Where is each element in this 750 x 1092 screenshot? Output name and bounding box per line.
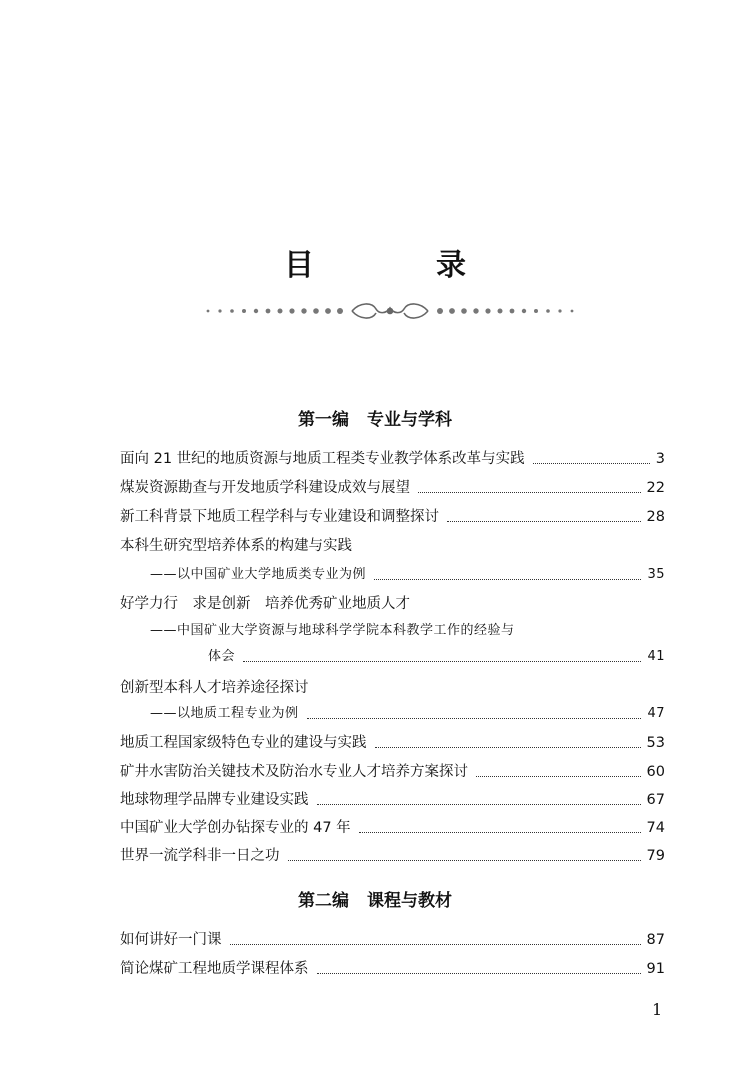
toc-entry-page: 74 <box>646 820 665 836</box>
dot-leader <box>418 492 641 493</box>
toc-entry[interactable] <box>120 957 665 981</box>
page-number: 1 <box>652 1000 663 1019</box>
toc-entry-title: 地球物理学品牌专业建设实践 <box>120 792 309 808</box>
toc-entry-page: 67 <box>646 792 665 808</box>
toc-entry-title: ——中国矿业大学资源与地球科学学院本科教学工作的经验与 <box>150 623 515 638</box>
toc-entry-title: 创新型本科人才培养途径探讨 <box>120 680 309 696</box>
toc-entry[interactable] <box>120 788 665 812</box>
toc-entry-subtitle[interactable] <box>150 563 665 587</box>
toc-entry[interactable] <box>120 592 665 616</box>
toc-entry-title: ——以中国矿业大学地质类专业为例 <box>150 567 367 582</box>
toc-entry[interactable] <box>120 731 665 755</box>
dot-leader <box>476 776 641 777</box>
section-heading-1 <box>0 405 750 430</box>
toc-entry-title: 中国矿业大学创办钻探专业的 47 年 <box>120 820 351 836</box>
toc-entry-title: 面向 21 世纪的地质资源与地质工程类专业教学体系改革与实践 <box>120 451 525 467</box>
section-label: 第一编 <box>298 410 349 430</box>
toc-entry-title: 世界一流学科非一日之功 <box>120 848 280 864</box>
dot-leader <box>359 832 641 833</box>
toc-entry-page: 35 <box>647 567 665 582</box>
toc-entry[interactable] <box>120 760 665 784</box>
toc-entry-title: ——以地质工程专业为例 <box>150 706 299 721</box>
toc-entry-page: 41 <box>647 649 665 664</box>
toc-entry-title: 新工科背景下地质工程学科与专业建设和调整探讨 <box>120 509 439 525</box>
toc-entry-title: 地质工程国家级特色专业的建设与实践 <box>120 735 367 751</box>
section-heading-2 <box>0 886 750 911</box>
dot-leader <box>243 661 641 662</box>
toc-entry[interactable] <box>120 928 665 952</box>
toc-entry-subtitle[interactable] <box>150 619 665 643</box>
toc-entry-title: 好学力行 求是创新 培养优秀矿业地质人才 <box>120 596 410 612</box>
toc-entry-page: 91 <box>646 961 665 977</box>
toc-entry-page: 60 <box>646 764 665 780</box>
dot-leader <box>317 804 641 805</box>
toc-entry-title: 简论煤矿工程地质学课程体系 <box>120 961 309 977</box>
toc-entry[interactable] <box>120 534 665 558</box>
divider-ornament <box>200 300 580 322</box>
toc-entry-page: 47 <box>647 706 665 721</box>
dot-leader <box>374 579 641 580</box>
toc-entry-title: 煤炭资源勘查与开发地质学科建设成效与展望 <box>120 480 410 496</box>
toc-entry[interactable] <box>120 816 665 840</box>
toc-entry-subtitle[interactable] <box>150 702 665 726</box>
page-title: 目 录 <box>284 248 512 283</box>
toc-entry-page: 3 <box>655 451 665 467</box>
dot-leader <box>375 747 641 748</box>
section-name: 课程与教材 <box>367 891 452 911</box>
toc-entry-title: 如何讲好一门课 <box>120 932 222 948</box>
dot-leader <box>317 973 641 974</box>
toc-entry[interactable] <box>120 505 665 529</box>
toc-entry-page: 87 <box>646 932 665 948</box>
dot-leader <box>447 521 641 522</box>
toc-entry-subtitle[interactable] <box>208 645 665 669</box>
section-name: 专业与学科 <box>367 410 452 430</box>
toc-entry[interactable] <box>120 676 665 700</box>
toc-entry-page: 22 <box>646 480 665 496</box>
toc-entry-title: 体会 <box>208 649 236 664</box>
toc-entry-page: 53 <box>646 735 665 751</box>
toc-entry[interactable] <box>120 844 665 868</box>
toc-entry-title: 矿井水害防治关键技术及防治水专业人才培养方案探讨 <box>120 764 468 780</box>
toc-entry[interactable] <box>120 447 665 471</box>
toc-entry-page: 79 <box>646 848 665 864</box>
dot-leader <box>230 944 641 945</box>
dot-leader <box>288 860 641 861</box>
dot-leader <box>533 463 650 464</box>
toc-entry[interactable] <box>120 476 665 500</box>
toc-entry-page: 28 <box>646 509 665 525</box>
toc-entry-title: 本科生研究型培养体系的构建与实践 <box>120 538 352 554</box>
dot-leader <box>307 718 642 719</box>
section-label: 第二编 <box>298 891 349 911</box>
